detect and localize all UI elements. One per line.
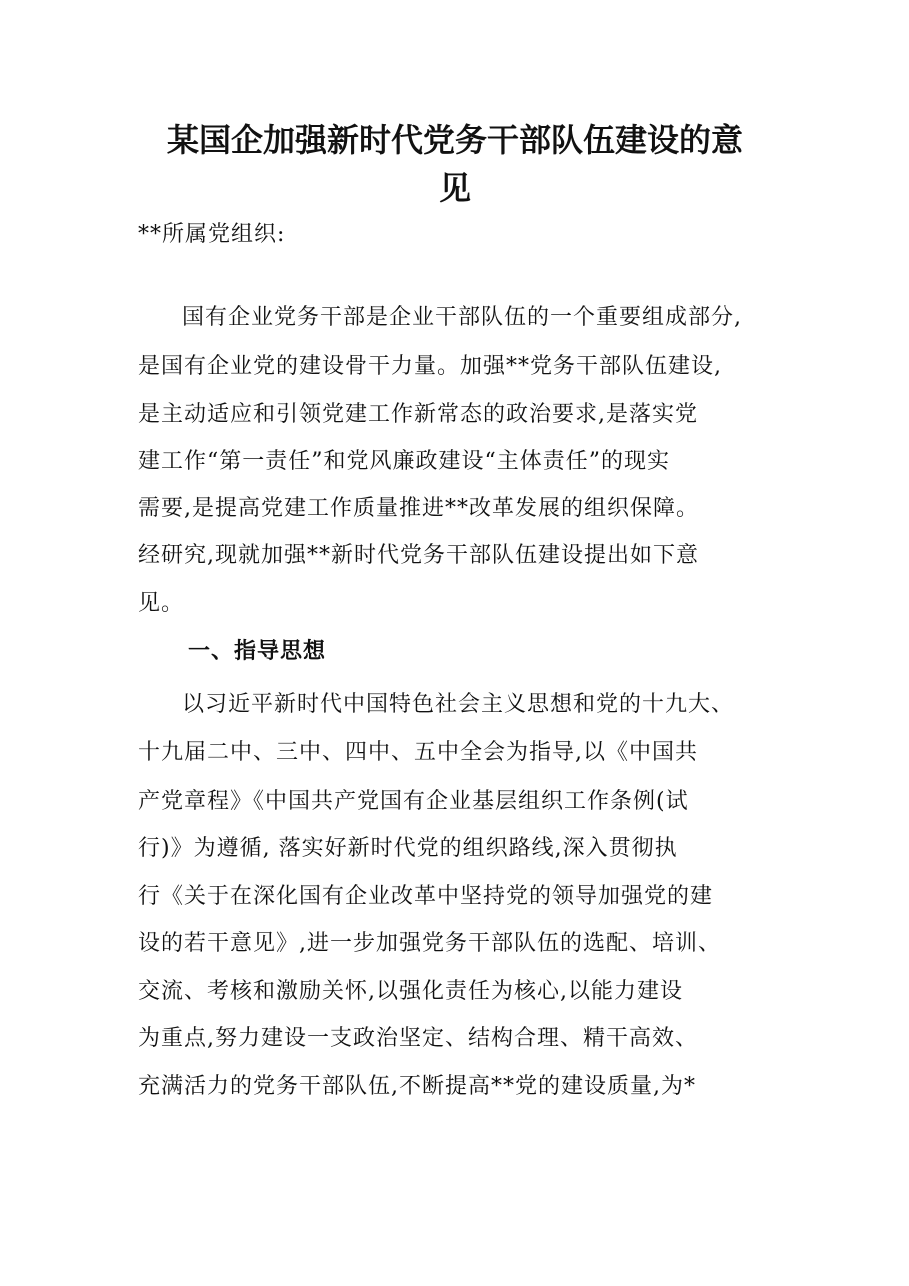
paragraph-2-line-2: 十九届二中、三中、四中、五中全会为指导,以《中国共 [138, 740, 698, 765]
paragraph-2-line-6: 设的若干意见》,进一步加强党务干部队伍的选配、培训、 [138, 931, 721, 956]
salutation: **所属党组织: [138, 222, 286, 247]
section-1-heading: 一、指导思想 [188, 638, 327, 664]
document-title-line-2: 见 [438, 169, 471, 207]
paragraph-2-line-4: 行)》为遵循, 落实好新时代党的组织路线,深入贯彻执 [138, 836, 678, 861]
paragraph-1-line-2: 是国有企业党的建设骨干力量。加强**党务干部队伍建设, [138, 354, 722, 379]
paragraph-1-line-3: 是主动适应和引领党建工作新常态的政治要求,是落实党 [138, 402, 698, 427]
paragraph-2-line-7: 交流、考核和激励关怀,以强化责任为核心,以能力建设 [138, 979, 683, 1004]
paragraph-1-line-6: 经研究,现就加强**新时代党务干部队伍建设提出如下意 [138, 543, 699, 568]
document-title [120, 116, 790, 212]
paragraph-2-line-5: 行《关于在深化国有企业改革中坚持党的领导加强党的建 [138, 884, 714, 909]
paragraph-1-line-7: 见。 [138, 591, 185, 616]
paragraph-1-line-1: 国有企业党务干部是企业干部队伍的一个重要组成部分, [182, 305, 742, 330]
paragraph-2-line-1: 以习近平新时代中国特色社会主义思想和党的十九大、 [182, 692, 735, 717]
paragraph-2-line-3: 产党章程》《中国共产党国有企业基层组织工作条例(试 [138, 789, 689, 814]
paragraph-2-line-9: 充满活力的党务干部队伍,不断提高**党的建设质量,为* [138, 1074, 696, 1099]
document-title-line-1: 某国企加强新时代党务干部队伍建设的意 [166, 121, 743, 159]
paragraph-1-line-5: 需要,是提高党建工作质量推进**改革发展的组织保障。 [138, 496, 699, 521]
paragraph-1-line-4: 建工作“第一责任”和党风廉政建设“主体责任”的现实 [138, 449, 670, 474]
paragraph-2-line-8: 为重点,努力建设一支政治坚定、结构合理、精干高效、 [138, 1026, 698, 1051]
